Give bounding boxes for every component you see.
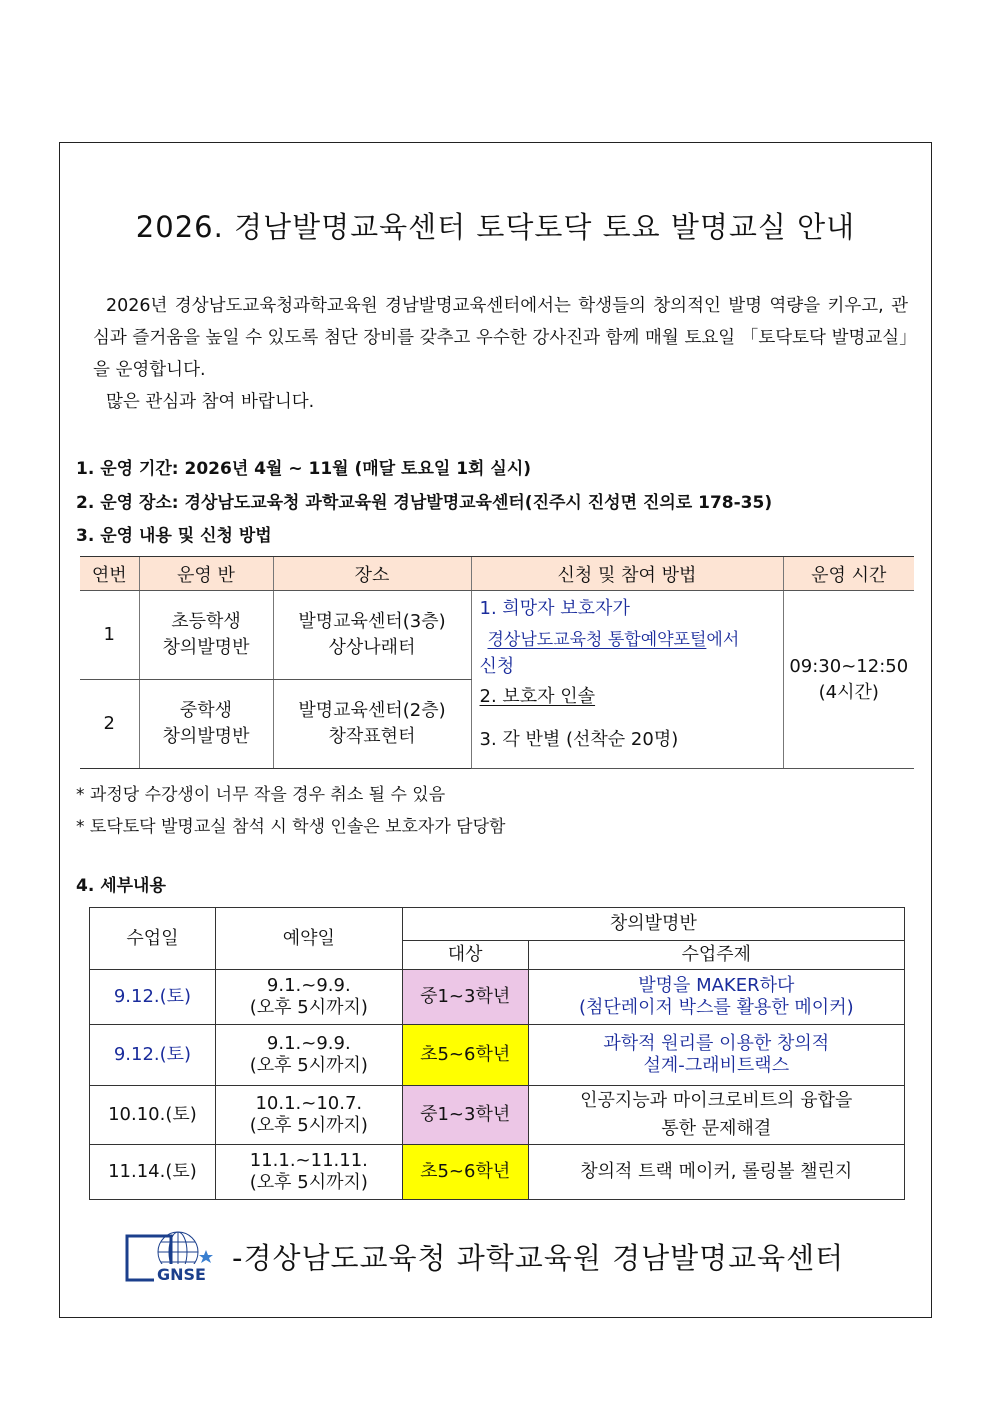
- reservation-period: 9.1.~9.9.: [266, 975, 351, 996]
- schedule-header-top: [90, 908, 905, 941]
- topic-line: 인공지능과 마이크로비트의 융합을: [580, 1090, 853, 1111]
- target-grade: 초5~6학년: [402, 1025, 528, 1086]
- target-grade: 중1~3학년: [402, 1086, 528, 1145]
- method-apply: 신청: [479, 656, 515, 677]
- intro-text: [93, 290, 908, 418]
- section-location: 2. 운영 장소: 경상남도교육청 과학교육원 경남발명교육센터(진주시 진성면 진의로 178-35): [76, 493, 773, 513]
- class-date: 11.14.(토): [90, 1145, 216, 1200]
- note-2: * 토닥토닥 발명교실 참석 시 학생 인솔은 보호자가 담당함: [76, 817, 506, 837]
- section-details: 4. 세부내용: [76, 876, 166, 896]
- method-cell: [471, 591, 783, 769]
- section-content: 3. 운영 내용 및 신청 방법: [76, 526, 272, 546]
- intro-paragraph-2: 많은 관심과 참여 바랍니다.: [106, 392, 315, 412]
- topic-cell: [528, 970, 904, 1025]
- target-grade: 중1~3학년: [402, 970, 528, 1025]
- class-date: 9.12.(토): [90, 970, 216, 1025]
- portal-link[interactable]: 경상남도교육청 통합예약포털: [487, 630, 707, 650]
- reservation-cell: [215, 970, 402, 1025]
- topic-cell: [528, 1086, 904, 1145]
- intro-paragraph-1: 2026년 경상남도교육청과학교육원 경남발명교육센터에서는 학생들의 창의적인 발명 역량을 키우고, 관심과 즐거움을 높일 수 있도록 첨단 장비를 갖추고 우수한 강사진과 함께 매월 토요일 「토닥토닥 발명교실」을 운영합니다.: [93, 296, 908, 380]
- method-step-2: [480, 679, 775, 715]
- reservation-deadline: (오후 5시까지): [249, 1172, 368, 1193]
- header-place: 장소: [273, 557, 471, 591]
- topic-line: 통한 문제해결: [661, 1118, 772, 1139]
- topic-line: 발명을 MAKER하다: [638, 975, 795, 996]
- class-date: 10.10.(토): [90, 1086, 216, 1145]
- row-number: 2: [80, 680, 139, 769]
- topic-line: (첨단레이저 박스를 활용한 메이커): [578, 997, 854, 1018]
- row-number: 1: [80, 591, 139, 680]
- section-period: 1. 운영 기간: 2026년 4월 ~ 11월 (매달 토요일 1회 실시): [76, 459, 532, 479]
- header-time: 운영 시간: [783, 557, 914, 591]
- class-cell: [139, 680, 273, 769]
- topic-cell: 창의적 트랙 메이커, 롤링볼 챌린지: [528, 1145, 904, 1200]
- header-group: 창의발명반: [402, 908, 904, 941]
- class-line: 중학생: [179, 700, 233, 721]
- gnse-logo-icon: [124, 1228, 228, 1284]
- method-portal-line: [480, 625, 775, 655]
- note-1: * 과정당 수강생이 너무 작을 경우 취소 될 수 있음: [76, 785, 446, 805]
- header-reservation: 예약일: [215, 908, 402, 970]
- table-row: [90, 1025, 905, 1086]
- place-line: 창작표현터: [328, 726, 416, 747]
- header-target: 대상: [402, 941, 528, 970]
- reservation-period: 9.1.~9.9.: [266, 1033, 351, 1054]
- class-cell: [139, 591, 273, 680]
- class-line: 초등학생: [171, 611, 241, 632]
- place-line: 상상나래터: [328, 637, 416, 658]
- time-cell: [783, 591, 914, 769]
- reservation-deadline: (오후 5시까지): [249, 1055, 368, 1076]
- header-number: 연번: [80, 557, 139, 591]
- operation-table-header: [80, 557, 914, 591]
- topic-line: 설계-그래비트랙스: [643, 1055, 790, 1076]
- class-line: 창의발명반: [162, 726, 250, 747]
- table-row: [90, 970, 905, 1025]
- reservation-deadline: (오후 5시까지): [249, 997, 368, 1018]
- time-range: 09:30~12:50: [789, 655, 909, 677]
- header-topic: 수업주제: [528, 941, 904, 970]
- header-class-date: 수업일: [90, 908, 216, 970]
- topic-cell: [528, 1025, 904, 1086]
- reservation-period: 10.1.~10.7.: [255, 1093, 363, 1114]
- table-row: [80, 591, 914, 680]
- table-row: [90, 1145, 905, 1200]
- schedule-table: [89, 907, 905, 1200]
- header-method: 신청 및 참여 방법: [471, 557, 783, 591]
- document-title: 2026. 경남발명교육센터 토닥토닥 토요 발명교실 안내: [135, 210, 856, 244]
- method-step-3: 3. 각 반별 (선착순 20명): [479, 729, 679, 750]
- reservation-cell: [215, 1086, 402, 1145]
- method-step-2-text: 2. 보호자 인솔: [479, 686, 596, 707]
- place-cell: [273, 591, 471, 680]
- topic-line: 과학적 원리를 이용한 창의적: [603, 1033, 830, 1054]
- time-duration: (4시간): [818, 681, 879, 703]
- method-step-1: 1. 희망자 보호자가: [479, 598, 630, 619]
- operation-table: [80, 556, 914, 769]
- place-line: 발명교육센터(2층): [298, 700, 446, 721]
- reservation-cell: [215, 1145, 402, 1200]
- logo-text: GNSE: [157, 1265, 206, 1284]
- reservation-period: 11.1.~11.11.: [249, 1150, 368, 1171]
- class-date: 9.12.(토): [90, 1025, 216, 1086]
- reservation-cell: [215, 1025, 402, 1086]
- place-line: 발명교육센터(3층): [298, 611, 446, 632]
- document-frame: [59, 142, 932, 1318]
- class-line: 창의발명반: [162, 637, 250, 658]
- reservation-deadline: (오후 5시까지): [249, 1115, 368, 1136]
- table-row: [90, 1086, 905, 1145]
- portal-suffix: 에서: [706, 630, 740, 650]
- target-grade: 초5~6학년: [402, 1145, 528, 1200]
- footer-organization: -경상남도교육청 과학교육원 경남발명교육센터: [232, 1241, 845, 1275]
- place-cell: [273, 680, 471, 769]
- header-class: 운영 반: [139, 557, 273, 591]
- footer: [124, 1228, 884, 1288]
